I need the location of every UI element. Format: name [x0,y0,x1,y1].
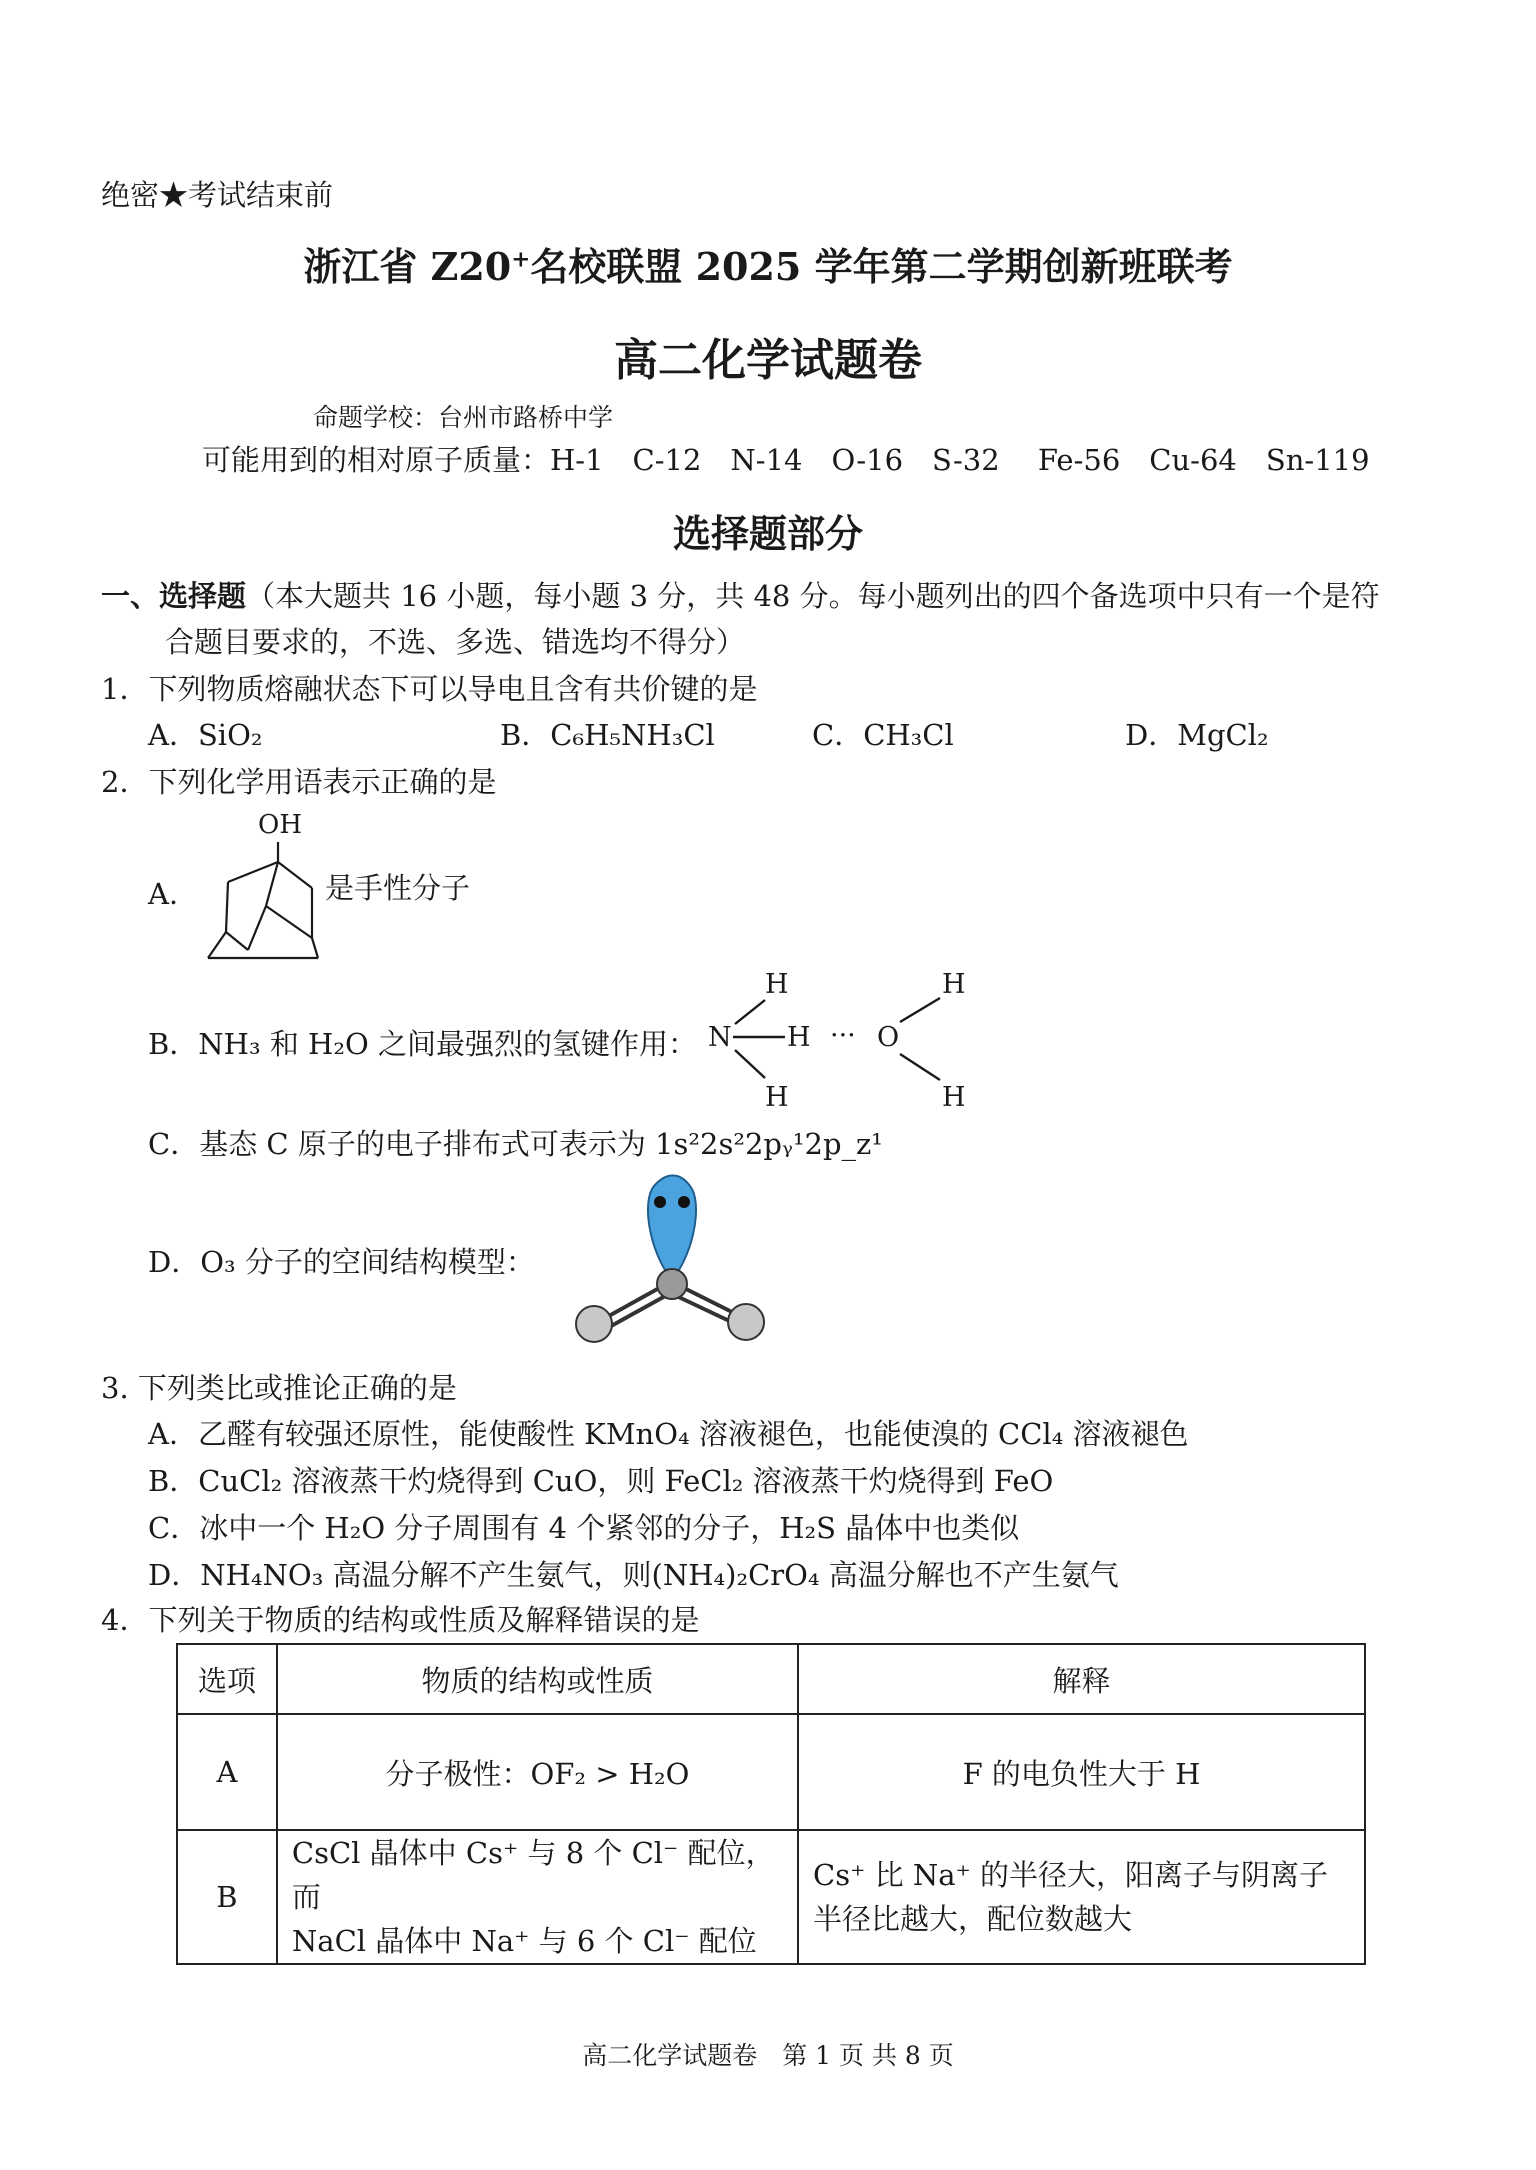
table-cell-explanation: F 的电负性大于 H [798,1714,1365,1830]
setter-school: 命题学校：台州市路桥中学 [313,403,614,432]
q2-option-a-label: A． [148,877,198,911]
secret-mark: 绝密★考试结束前 [101,178,334,212]
exam-title: 浙江省 Z20+名校联盟 2025 学年第二学期创新班联考 [303,244,1233,289]
table-header-option: 选项 [177,1644,277,1714]
table-cell-explanation: Cs⁺ 比 Na⁺ 的半径大，阳离子与阴离子 半径比越大，配位数越大 [798,1830,1365,1964]
hbond-dots: ··· [830,1020,856,1051]
q3-option-d: D．NH₄NO₃ 高温分解不产生氨气，则(NH₄)₂CrO₄ 高温分解也不产生氨气 [148,1558,1119,1592]
q3-option-c: C．冰中一个 H₂O 分子周围有 4 个紧邻的分子，H₂S 晶体中也类似 [148,1511,1020,1545]
table-cell-option: B [177,1830,277,1964]
hbond-h-bottom: H [765,1082,789,1113]
hbond-h-o-top: H [942,969,966,1000]
ozone-vsepr-model [560,1170,780,1350]
q4-stem: 4．下列关于物质的结构或性质及解释错误的是 [101,1603,700,1637]
section-instruction-cont: 合题目要求的，不选、多选、错选均不得分） [165,625,746,659]
table-header-explanation: 解释 [798,1644,1365,1714]
atomic-masses: 可能用到的相对原子质量：H-1 C-12 N-14 O-16 S-32 Fe-56 Cu-64 Sn-119 [202,443,1370,477]
hbond-h-mid: H [787,1022,811,1053]
q2-stem: 2．下列化学用语表示正确的是 [101,765,497,799]
q3-option-b: B．CuCl₂ 溶液蒸干灼烧得到 CuO，则 FeCl₂ 溶液蒸干灼烧得到 FeO [148,1464,1054,1498]
q3-stem: 3. 下列类比或推论正确的是 [101,1371,457,1405]
hbond-n: N [708,1022,732,1053]
section-instruction: 一、选择题（本大题共 16 小题，每小题 3 分，共 48 分。每小题列出的四个备选项中只有一个是符 [101,579,1380,613]
q2-option-a-text: 是手性分子 [325,871,471,905]
q1-option-d: D．MgCl₂ [1125,718,1269,752]
q1-option-c: C．CH₃Cl [812,718,954,752]
subject-title: 高二化学试题卷 [614,335,922,386]
q2-option-d-text: D．O₃ 分子的空间结构模型： [148,1245,535,1279]
table-header-row [177,1644,1365,1714]
q1-stem: 1．下列物质熔融状态下可以导电且含有共价键的是 [101,672,758,706]
section-title: 选择题部分 [672,511,863,556]
q1-option-a: A．SiO₂ [148,718,263,752]
table-cell-property: CsCl 晶体中 Cs⁺ 与 8 个 Cl⁻ 配位，而 NaCl 晶体中 Na⁺ 与 6 个 Cl⁻ 配位 [277,1830,798,1964]
q1-option-b: B．C₆H₅NH₃Cl [500,718,715,752]
table-cell-option: A [177,1714,277,1830]
page-footer: 高二化学试题卷 第 1 页 共 8 页 [582,2041,954,2070]
q4-table [176,1643,1366,1965]
q2-option-c-text: C．基态 C 原子的电子排布式可表示为 1s²2s²2pᵧ¹2p_z¹ [148,1127,883,1161]
hbond-h-o-bottom: H [942,1082,966,1113]
hbond-h-top: H [765,969,789,1000]
q2-option-b-text: B．NH₃ 和 H₂O 之间最强烈的氢键作用： [148,1027,697,1061]
table-row [177,1830,1365,1964]
q3-option-a: A．乙醛有较强还原性，能使酸性 KMnO₄ 溶液褪色，也能使溴的 CCl₄ 溶液褪色 [148,1417,1189,1451]
table-header-property: 物质的结构或性质 [277,1644,798,1714]
table-cell-property: 分子极性：OF₂ > H₂O [277,1714,798,1830]
adamantanol-oh-label: OH [258,810,302,840]
hbond-o: O [877,1022,900,1053]
table-row [177,1714,1365,1830]
